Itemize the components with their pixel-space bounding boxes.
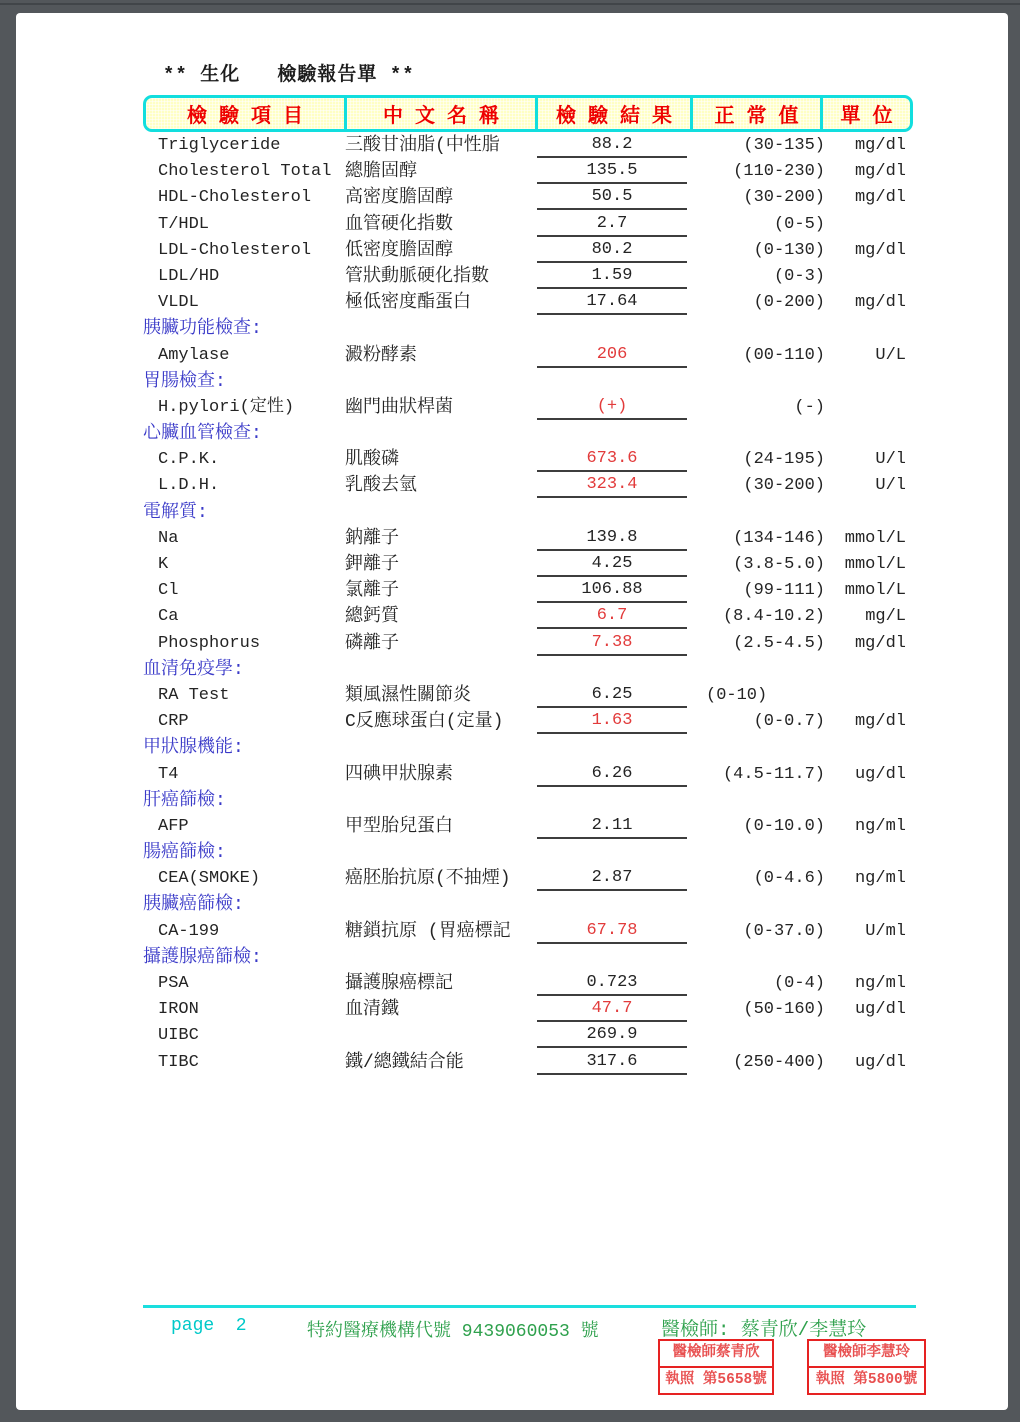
section-row [16, 657, 1008, 683]
table-row [16, 866, 1008, 892]
viewer-frame-line [0, 3, 1020, 5]
section-row [16, 788, 1008, 814]
unit-label: ng/ml [854, 974, 906, 993]
unit-label: mg/dl [854, 633, 906, 653]
test-chinese-name: 氯離子 [345, 581, 399, 602]
stamp-examiner-name: 醫檢師蔡青欣 [660, 1341, 772, 1368]
test-chinese-name: 攝護腺癌標記 [345, 974, 453, 994]
stamp-license-number: 執照 第5800號 [815, 1372, 918, 1388]
table-row [16, 395, 1008, 421]
section-title: 腸癌篩檢: [143, 843, 226, 864]
section-title: 甲狀腺機能: [143, 738, 244, 759]
table-row [16, 997, 1008, 1023]
unit-label: mg/dl [854, 712, 906, 732]
test-item-code: CA-199 [158, 921, 220, 941]
test-chinese-name: 鈉離子 [345, 528, 399, 549]
test-item-code: C.P.K. [158, 450, 220, 470]
footer-divider [143, 1305, 916, 1308]
test-item-code: HDL-Cholesterol [158, 188, 312, 208]
test-item-code: AFP [158, 816, 189, 836]
section-title: 胰臟癌篩檢: [143, 895, 244, 916]
table-row [16, 762, 1008, 788]
examiner-stamp-2 [807, 1339, 926, 1395]
section-row [16, 892, 1008, 918]
test-item-code: L.D.H. [158, 476, 220, 496]
test-chinese-name: 甲型胎兒蛋白 [345, 816, 453, 837]
test-chinese-name: 幽門曲狀桿菌 [345, 397, 453, 418]
test-item-code: LDL-Cholesterol [158, 240, 312, 260]
unit-label: ng/ml [854, 869, 906, 889]
test-result-value: 7.38 [537, 631, 687, 656]
unit-label: ug/dl [854, 1052, 906, 1072]
report-title: ** 生化 檢驗報告單 ** [163, 64, 415, 86]
table-row [16, 447, 1008, 473]
section-row [16, 316, 1008, 342]
test-chinese-name: 血清鐵 [345, 1000, 399, 1021]
test-chinese-name: 磷離子 [345, 633, 399, 654]
examiner-stamp-1 [658, 1339, 774, 1395]
section-row [16, 369, 1008, 395]
test-result-value: 2.7 [537, 212, 687, 237]
unit-label: mmol/L [844, 581, 906, 601]
unit-label: ug/dl [854, 764, 906, 784]
unit-label: mg/dl [854, 293, 906, 313]
test-chinese-name: 總鈣質 [345, 607, 399, 628]
test-result-value: 2.87 [537, 866, 687, 891]
table-row [16, 290, 1008, 316]
normal-range: (8.4-10.2) [722, 607, 825, 627]
test-chinese-name: 肌酸磷 [345, 450, 399, 471]
test-result-value: 6.25 [537, 683, 687, 708]
test-result-value: 0.723 [537, 971, 687, 996]
test-chinese-name: 鐵/總鐵結合能 [345, 1052, 464, 1073]
section-title: 胃腸檢查: [143, 371, 226, 392]
table-row [16, 631, 1008, 657]
unit-label: U/ml [865, 921, 906, 941]
test-result-value: 17.64 [537, 290, 687, 315]
test-chinese-name: 類風濕性關節炎 [345, 685, 471, 706]
normal-range: (0-4) [773, 974, 825, 993]
test-item-code: Amylase [158, 345, 230, 365]
section-title: 肝癌篩檢: [143, 790, 226, 811]
results-table-body [16, 133, 1008, 1076]
normal-range: (0-10.0) [743, 816, 825, 836]
test-result-value: 6.26 [537, 762, 687, 787]
column-header-normal-range: 正 常 值 [690, 98, 820, 129]
normal-range: (0-10) [706, 685, 768, 705]
test-item-code: T/HDL [158, 214, 210, 234]
section-row [16, 735, 1008, 761]
table-row [16, 709, 1008, 735]
unit-label: mg/L [865, 607, 906, 627]
test-item-code: Cl [158, 581, 179, 601]
test-chinese-name: C反應球蛋白(定量) [345, 712, 504, 733]
unit-label: U/l [875, 476, 906, 496]
test-chinese-name: 高密度膽固醇 [345, 188, 453, 209]
unit-label: mg/dl [854, 136, 906, 155]
column-header-unit: 單 位 [820, 98, 910, 129]
section-title: 心臟血管檢查: [143, 424, 262, 445]
unit-label: U/L [875, 345, 906, 365]
unit-label: ug/dl [854, 1000, 906, 1020]
test-result-value: 4.25 [537, 552, 687, 577]
table-row [16, 604, 1008, 630]
test-item-code: UIBC [158, 1026, 199, 1046]
table-row [16, 185, 1008, 211]
examiner-names: 醫檢師: 蔡青欣/李慧玲 [661, 1319, 867, 1341]
test-result-value: 1.63 [537, 709, 687, 734]
normal-range: (110-230) [733, 162, 825, 182]
test-result-value: 135.5 [537, 159, 687, 184]
table-row [16, 133, 1008, 159]
test-item-code: K [158, 555, 169, 574]
test-chinese-name: 三酸甘油脂(中性脂 [345, 136, 500, 156]
unit-label: ng/ml [854, 816, 906, 836]
normal-range: (0-0.7) [753, 712, 825, 732]
page-number: page 2 [171, 1316, 247, 1336]
section-title: 電解質: [143, 502, 208, 523]
test-result-value: 139.8 [537, 526, 687, 551]
normal-range: (30-200) [743, 476, 825, 496]
test-chinese-name: 糖鎖抗原 (胃癌標記 [345, 921, 511, 942]
test-result-value: 88.2 [537, 133, 687, 158]
section-row [16, 840, 1008, 866]
test-result-value: (+) [537, 395, 687, 420]
table-row [16, 526, 1008, 552]
test-item-code: PSA [158, 974, 189, 993]
test-chinese-name: 癌胚胎抗原(不抽煙) [345, 869, 511, 890]
stamp-examiner-name: 醫檢師李慧玲 [809, 1341, 924, 1368]
normal-range: (0-3) [773, 266, 825, 286]
test-item-code: CRP [158, 712, 189, 732]
normal-range: (0-37.0) [743, 921, 825, 941]
test-item-code: RA Test [158, 685, 230, 705]
normal-range: (0-5) [773, 214, 825, 234]
test-item-code: Ca [158, 607, 179, 627]
unit-label: mg/dl [854, 162, 906, 182]
test-result-value: 269.9 [537, 1023, 687, 1048]
test-chinese-name: 極低密度酯蛋白 [345, 293, 471, 314]
test-result-value: 323.4 [537, 473, 687, 498]
test-chinese-name: 總膽固醇 [345, 162, 417, 183]
table-row [16, 159, 1008, 185]
test-item-code: LDL/HD [158, 266, 220, 286]
institution-code: 特約醫療機構代號 9439060053 號 [307, 1322, 599, 1342]
table-header [143, 95, 913, 132]
normal-range: (4.5-11.7) [722, 764, 825, 784]
test-chinese-name: 澱粉酵素 [345, 345, 417, 366]
test-item-code: Cholesterol Total [158, 162, 332, 182]
test-chinese-name: 乳酸去氫 [345, 476, 417, 497]
unit-label: mg/dl [854, 240, 906, 260]
test-result-value: 206 [537, 343, 687, 368]
table-row [16, 264, 1008, 290]
test-item-code: IRON [158, 1000, 199, 1020]
normal-range: (0-130) [753, 240, 825, 260]
table-row [16, 919, 1008, 945]
normal-range: (30-200) [743, 188, 825, 208]
section-row [16, 421, 1008, 447]
test-chinese-name: 低密度膽固醇 [345, 240, 453, 261]
normal-range: (134-146) [733, 528, 825, 548]
table-row [16, 212, 1008, 238]
table-row [16, 578, 1008, 604]
section-row [16, 500, 1008, 526]
test-result-value: 317.6 [537, 1050, 687, 1075]
normal-range: (0-200) [753, 293, 825, 313]
table-row [16, 683, 1008, 709]
section-title: 血清免疫學: [143, 659, 244, 680]
normal-range: (00-110) [743, 345, 825, 365]
test-result-value: 106.88 [537, 578, 687, 603]
unit-label: mmol/L [844, 555, 906, 574]
unit-label: mg/dl [854, 188, 906, 208]
table-row [16, 473, 1008, 499]
test-item-code: VLDL [158, 293, 199, 313]
unit-label: U/l [875, 450, 906, 470]
table-row [16, 238, 1008, 264]
test-chinese-name: 血管硬化指數 [345, 214, 453, 235]
test-chinese-name: 四碘甲狀腺素 [345, 764, 453, 785]
test-item-code: CEA(SMOKE) [158, 869, 261, 889]
table-row [16, 971, 1008, 997]
section-title: 胰臟功能檢查: [143, 319, 262, 340]
report-page [16, 13, 1008, 1410]
normal-range: (-) [794, 397, 825, 417]
test-item-code: Phosphorus [158, 633, 261, 653]
table-row [16, 1023, 1008, 1049]
test-item-code: Na [158, 528, 179, 548]
table-row [16, 814, 1008, 840]
normal-range: (24-195) [743, 450, 825, 470]
test-result-value: 6.7 [537, 604, 687, 629]
normal-range: (3.8-5.0) [733, 555, 825, 574]
column-header-test-item: 檢 驗 項 目 [186, 105, 303, 129]
column-header-chinese-name: 中 文 名 稱 [344, 98, 535, 129]
normal-range: (0-4.6) [753, 869, 825, 889]
stamp-license-number: 執照 第5658號 [665, 1372, 767, 1388]
column-header-result: 檢 驗 結 果 [535, 98, 690, 129]
section-title: 攝護腺癌篩檢: [143, 947, 262, 968]
normal-range: (99-111) [743, 581, 825, 601]
test-result-value: 47.7 [537, 997, 687, 1022]
normal-range: (50-160) [743, 1000, 825, 1020]
test-result-value: 1.59 [537, 264, 687, 289]
test-item-code: Triglyceride [158, 136, 281, 155]
section-row [16, 945, 1008, 971]
normal-range: (250-400) [733, 1052, 825, 1072]
normal-range: (30-135) [743, 136, 825, 155]
test-chinese-name: 鉀離子 [345, 555, 399, 575]
test-result-value: 67.78 [537, 919, 687, 944]
test-result-value: 80.2 [537, 238, 687, 263]
normal-range: (2.5-4.5) [733, 633, 825, 653]
test-result-value: 2.11 [537, 814, 687, 839]
unit-label: mmol/L [844, 528, 906, 548]
table-row [16, 1050, 1008, 1076]
test-chinese-name: 管狀動脈硬化指數 [345, 266, 489, 287]
test-item-code: T4 [158, 764, 179, 784]
test-item-code: H.pylori(定性) [158, 397, 295, 417]
table-row [16, 552, 1008, 578]
table-row [16, 343, 1008, 369]
test-result-value: 673.6 [537, 447, 687, 472]
test-result-value: 50.5 [537, 185, 687, 210]
test-item-code: TIBC [158, 1052, 199, 1072]
